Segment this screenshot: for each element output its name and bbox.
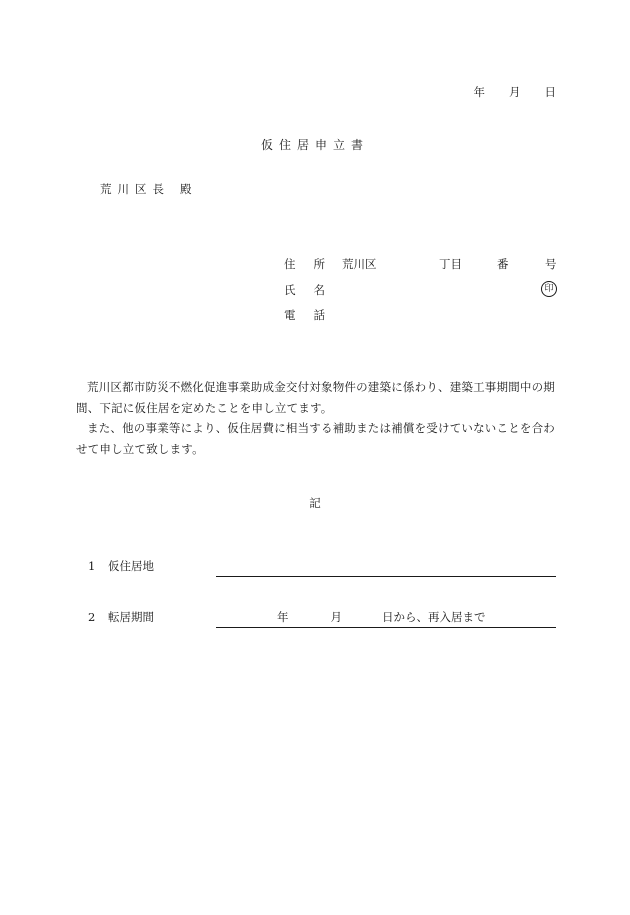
date-line	[474, 84, 557, 100]
phone-label: 電話	[284, 308, 343, 322]
seal-icon: 印	[541, 281, 557, 297]
addressee	[100, 181, 198, 197]
applicant-phone-row	[284, 307, 342, 323]
item-label: 仮住居地	[108, 559, 154, 573]
date-year: 年	[473, 85, 485, 99]
body-paragraph-2: また、他の事業等により、仮住居費に相当する補助または補償を受けていないことを合わせて申し立て致します。	[76, 421, 555, 456]
period-underline	[216, 627, 556, 628]
body-text	[76, 377, 558, 459]
body-paragraph-1: 荒川区都市防災不燃化促進事業助成金交付対象物件の建築に係わり、建築工事期間中の期間、下記に仮住居を定めたことを申し立てます。	[76, 380, 555, 415]
item-number: 1	[88, 559, 96, 573]
ki-heading: 記	[309, 496, 321, 510]
item-number: 2	[88, 610, 96, 624]
address-label: 住所	[284, 257, 343, 271]
item-moving-period	[88, 609, 154, 625]
applicant-address-row	[284, 256, 557, 272]
addressee-name: 荒川区長	[100, 182, 170, 196]
address-chome: 丁目	[439, 257, 462, 271]
period-month: 月	[330, 610, 342, 624]
address-go: 号	[545, 257, 557, 271]
item-temporary-residence	[88, 558, 154, 574]
address-ban: 番	[497, 257, 509, 271]
residence-underline	[216, 576, 556, 577]
addressee-honorific: 殿	[180, 182, 198, 196]
period-field	[277, 609, 486, 625]
item-label: 転居期間	[108, 610, 154, 624]
document-title: 仮住居申立書	[260, 138, 369, 152]
name-label: 氏名	[284, 283, 343, 297]
date-month: 月	[509, 85, 521, 99]
address-ward: 荒川区	[342, 257, 377, 271]
period-suffix: 日から、再入居まで	[382, 610, 486, 624]
date-day: 日	[544, 85, 556, 99]
period-year: 年	[277, 610, 289, 624]
applicant-name-row	[284, 282, 554, 298]
